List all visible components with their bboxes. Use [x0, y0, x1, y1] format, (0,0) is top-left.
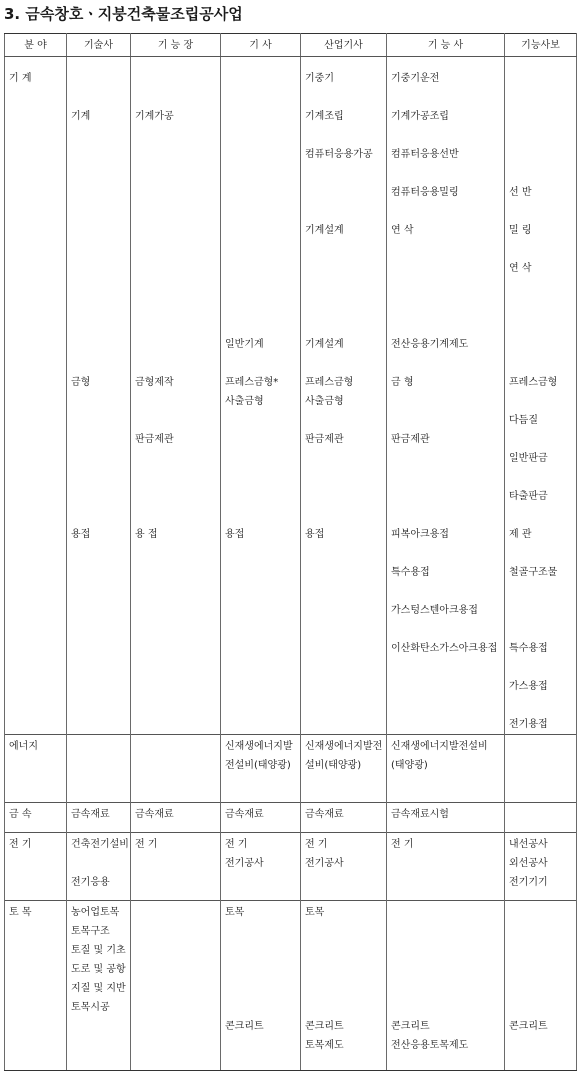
license-item: 밀 링: [509, 225, 532, 236]
license-item: 콘크리트: [305, 1021, 344, 1032]
license-item: [305, 278, 386, 297]
license-item: [71, 854, 130, 873]
license-item: 특수용접: [509, 643, 548, 654]
license-item: [135, 392, 220, 411]
license-item: [135, 126, 220, 145]
license-item: [509, 430, 576, 449]
license-item: [225, 487, 300, 506]
license-item: 피복아크용접: [391, 529, 449, 540]
license-item: [509, 202, 576, 221]
license-item: [509, 620, 576, 639]
license-item: 금속재료시험: [391, 809, 449, 820]
col-engineer-cell: [67, 735, 131, 803]
col-assistant-cell: [505, 901, 577, 1071]
license-item: [225, 164, 300, 183]
license-item: [391, 354, 504, 373]
license-item: 내선공사: [509, 839, 548, 850]
license-item: [391, 544, 504, 563]
license-item: [135, 88, 220, 107]
license-item: 농어업토목: [71, 907, 120, 918]
license-item: [509, 278, 576, 297]
license-item: 전 기: [135, 839, 158, 850]
license-item: [509, 316, 576, 335]
license-item: [391, 297, 504, 316]
license-item: [391, 202, 504, 221]
license-item: [305, 449, 386, 468]
col-engineer-cell: [67, 57, 131, 735]
license-item: [71, 316, 130, 335]
license-item: 토목: [305, 907, 325, 918]
license-item: [225, 922, 300, 941]
license-item: [71, 126, 130, 145]
table-body: [5, 57, 577, 1071]
license-item: [305, 354, 386, 373]
license-item: [509, 240, 576, 259]
license-item: [391, 240, 504, 259]
license-item: 판금제관: [391, 434, 430, 445]
license-item: [509, 658, 576, 677]
col-technician-cell: [221, 833, 301, 901]
license-item: [391, 449, 504, 468]
license-item: [509, 335, 576, 354]
license-item: [71, 221, 130, 240]
license-item: 컴퓨터응용밀링: [391, 187, 459, 198]
license-item: 토목시공: [71, 1002, 110, 1013]
license-item: [391, 487, 504, 506]
license-item: [71, 88, 130, 107]
license-item: [225, 69, 300, 88]
license-item: [71, 354, 130, 373]
license-item: (태양광): [391, 760, 428, 771]
license-item: [71, 487, 130, 506]
license-item: [71, 202, 130, 221]
license-item: [71, 240, 130, 259]
license-item: [225, 145, 300, 164]
col-industrial-engineer-cell: [301, 735, 387, 803]
license-item: 일반판금: [509, 453, 548, 464]
license-item: 신재생에너지발전설비: [391, 741, 488, 752]
field-cell: 토 목: [5, 901, 67, 1071]
license-item: [225, 316, 300, 335]
field-cell: 전 기: [5, 833, 67, 901]
license-item: [71, 259, 130, 278]
license-item: [509, 998, 576, 1017]
field-cell: 에너지: [5, 735, 67, 803]
license-item: [135, 297, 220, 316]
col-craftsman-cell: [387, 57, 505, 735]
license-item: [225, 240, 300, 259]
table-row: [5, 57, 577, 735]
license-item: [509, 979, 576, 998]
license-item: 용접: [225, 529, 245, 540]
license-item: [225, 506, 300, 525]
license-item: [135, 240, 220, 259]
license-item: [71, 145, 130, 164]
license-item: [135, 316, 220, 335]
license-item: 전 기: [225, 839, 248, 850]
col-craftsman-cell: [387, 901, 505, 1071]
license-item: [509, 601, 576, 620]
license-item: [391, 506, 504, 525]
col-master-cell: [131, 735, 221, 803]
license-item: [391, 620, 504, 639]
license-item: [391, 88, 504, 107]
license-item: [135, 354, 220, 373]
license-item: [391, 316, 504, 335]
license-item: [305, 164, 386, 183]
col-engineer-cell: [67, 803, 131, 833]
license-item: [225, 221, 300, 240]
license-item: 기계설계: [305, 225, 344, 236]
license-item: 용접: [71, 529, 91, 540]
license-item: 프레스금형: [509, 377, 558, 388]
license-item: 전기기기: [509, 877, 548, 888]
license-item: 토질 및 기초: [71, 945, 126, 956]
license-item: [71, 506, 130, 525]
license-item: 금형: [71, 377, 91, 388]
license-item: [225, 979, 300, 998]
license-item: [509, 941, 576, 960]
license-item: [225, 468, 300, 487]
license-item: [135, 221, 220, 240]
license-item: 이산화탄소가스아크용접: [391, 643, 498, 654]
license-item: 금형제작: [135, 377, 174, 388]
license-item: 기계설계: [305, 339, 344, 350]
license-item: 금속재료: [135, 809, 174, 820]
license-item: [71, 430, 130, 449]
col-assistant-cell: [505, 803, 577, 833]
license-item: 가스텅스텐아크용접: [391, 605, 478, 616]
license-item: [305, 487, 386, 506]
column-header: 기 능 사: [387, 34, 505, 57]
table-row: [5, 833, 577, 901]
col-industrial-engineer-cell: [301, 803, 387, 833]
license-item: [71, 183, 130, 202]
license-item: 용접: [305, 529, 325, 540]
license-item: [225, 88, 300, 107]
license-item: [391, 411, 504, 430]
license-item: 전산응용기계제도: [391, 339, 469, 350]
column-header: 산업기사: [301, 34, 387, 57]
license-item: [509, 145, 576, 164]
license-item: [305, 411, 386, 430]
license-item: [135, 468, 220, 487]
license-item: 금 형: [391, 377, 414, 388]
col-master-cell: [131, 803, 221, 833]
col-craftsman-cell: [387, 735, 505, 803]
license-item: 건축전기설비: [71, 839, 129, 850]
license-item: [225, 107, 300, 126]
license-item: [391, 259, 504, 278]
license-item: [71, 297, 130, 316]
field-cell: 기 계: [5, 57, 67, 735]
license-item: 전기공사: [225, 858, 264, 869]
license-item: 설비(태양광): [305, 760, 362, 771]
license-item: [509, 582, 576, 601]
license-item: [509, 126, 576, 145]
license-item: [71, 449, 130, 468]
license-item: 기계가공조립: [391, 111, 449, 122]
license-item: [135, 259, 220, 278]
license-item: 외선공사: [509, 858, 548, 869]
license-item: [225, 430, 300, 449]
license-item: 기계가공: [135, 111, 174, 122]
license-item: [391, 960, 504, 979]
license-item: 전기공사: [305, 858, 344, 869]
license-item: 기중기운전: [391, 73, 440, 84]
table-row: [5, 901, 577, 1071]
col-master-cell: [131, 901, 221, 1071]
column-header: 기술사: [67, 34, 131, 57]
license-item: [225, 941, 300, 960]
license-item: [509, 392, 576, 411]
col-industrial-engineer-cell: [301, 57, 387, 735]
license-item: [391, 468, 504, 487]
license-item: 제 관: [509, 529, 532, 540]
license-item: 도로 및 공항: [71, 964, 126, 975]
license-item: 전기용접: [509, 719, 548, 730]
license-item: 특수용접: [391, 567, 430, 578]
license-item: [135, 202, 220, 221]
license-item: [305, 468, 386, 487]
license-item: 선 반: [509, 187, 532, 198]
col-assistant-cell: [505, 833, 577, 901]
column-header: 기 능 장: [131, 34, 221, 57]
license-item: 사출금형: [305, 396, 344, 407]
col-technician-cell: [221, 901, 301, 1071]
license-item: [391, 126, 504, 145]
license-item: [509, 354, 576, 373]
license-item: [135, 335, 220, 354]
license-item: [305, 506, 386, 525]
license-item: [305, 202, 386, 221]
table-row: [5, 803, 577, 833]
license-item: 전 기: [305, 839, 328, 850]
license-item: 기계조립: [305, 111, 344, 122]
license-item: 전 기: [391, 839, 414, 850]
license-item: 컴퓨터응용선반: [391, 149, 459, 160]
license-item: 판금제관: [135, 434, 174, 445]
license-item: [509, 903, 576, 922]
license-item: [225, 960, 300, 979]
license-item: 전기응용: [71, 877, 110, 888]
license-item: [509, 107, 576, 126]
license-item: [391, 164, 504, 183]
license-item: [305, 240, 386, 259]
license-item: [135, 506, 220, 525]
license-item: [391, 998, 504, 1017]
license-item: 금속재료: [71, 809, 110, 820]
license-item: [135, 183, 220, 202]
header-row: [5, 34, 577, 57]
license-item: 철골구조물: [509, 567, 558, 578]
license-item: [135, 164, 220, 183]
license-item: 가스용접: [509, 681, 548, 692]
license-item: [135, 69, 220, 88]
license-item: [225, 297, 300, 316]
license-item: [71, 411, 130, 430]
license-item: [305, 922, 386, 941]
col-craftsman-cell: [387, 803, 505, 833]
license-item: [391, 941, 504, 960]
license-item: 금속재료: [305, 809, 344, 820]
license-item: [225, 202, 300, 221]
license-item: 연 삭: [509, 263, 532, 274]
license-item: [305, 941, 386, 960]
license-item: [305, 998, 386, 1017]
license-item: [509, 960, 576, 979]
column-header: 분 야: [5, 34, 67, 57]
license-item: [509, 297, 576, 316]
license-item: 일반기계: [225, 339, 264, 350]
column-header: 기능사보: [505, 34, 577, 57]
license-item: [391, 903, 504, 922]
license-item: [135, 449, 220, 468]
license-item: [305, 316, 386, 335]
license-item: [509, 164, 576, 183]
col-technician-cell: [221, 803, 301, 833]
license-item: [71, 392, 130, 411]
license-item: 컴퓨터응용가공: [305, 149, 373, 160]
license-item: 금속재료: [225, 809, 264, 820]
col-craftsman-cell: [387, 833, 505, 901]
license-item: [135, 145, 220, 164]
license-item: 판금제관: [305, 434, 344, 445]
license-item: 신재생에너지발: [225, 741, 293, 752]
col-industrial-engineer-cell: [301, 833, 387, 901]
license-item: 토목구조: [71, 926, 110, 937]
license-item: [225, 278, 300, 297]
license-item: [305, 960, 386, 979]
license-item: [225, 126, 300, 145]
license-item: [391, 582, 504, 601]
license-item: 기계: [71, 111, 91, 122]
license-item: [135, 411, 220, 430]
column-header: 기 사: [221, 34, 301, 57]
license-item: 프레스금형: [305, 377, 354, 388]
license-item: 타출판금: [509, 491, 548, 502]
license-item: 기중기: [305, 73, 334, 84]
license-item: 용 접: [135, 529, 158, 540]
license-item: [391, 979, 504, 998]
license-table: [4, 33, 577, 1071]
license-item: 사출금형: [225, 396, 264, 407]
license-item: [71, 164, 130, 183]
table-row: [5, 735, 577, 803]
col-technician-cell: [221, 735, 301, 803]
license-item: [225, 998, 300, 1017]
license-item: 전설비(태양광): [225, 760, 291, 771]
field-cell: 금 속: [5, 803, 67, 833]
license-item: 콘크리트: [509, 1021, 548, 1032]
col-assistant-cell: [505, 735, 577, 803]
license-item: [391, 392, 504, 411]
license-item: [305, 183, 386, 202]
col-master-cell: [131, 833, 221, 901]
license-item: 토목: [225, 907, 245, 918]
license-item: [135, 487, 220, 506]
license-item: [305, 979, 386, 998]
page-title: 3. 금속창호ㆍ지붕건축물조립공사업: [4, 5, 243, 23]
license-item: 콘크리트: [225, 1021, 264, 1032]
license-item: [305, 259, 386, 278]
license-item: [71, 468, 130, 487]
license-item: 다듬질: [509, 415, 538, 426]
col-engineer-cell: [67, 833, 131, 901]
license-item: 지질 및 지반: [71, 983, 126, 994]
license-item: [71, 335, 130, 354]
license-item: [71, 278, 130, 297]
license-item: 프레스금형*: [225, 377, 279, 388]
license-item: [509, 506, 576, 525]
license-item: [509, 544, 576, 563]
col-master-cell: [131, 57, 221, 735]
license-item: [225, 183, 300, 202]
col-assistant-cell: [505, 57, 577, 735]
license-item: [509, 922, 576, 941]
license-item: [225, 354, 300, 373]
license-item: [71, 69, 130, 88]
license-item: 연 삭: [391, 225, 414, 236]
license-item: [135, 278, 220, 297]
license-item: [509, 88, 576, 107]
license-item: [305, 126, 386, 145]
license-item: [305, 297, 386, 316]
license-item: 토목제도: [305, 1040, 344, 1051]
license-item: [509, 69, 576, 88]
col-engineer-cell: [67, 901, 131, 1071]
license-item: 전산응용토목제도: [391, 1040, 469, 1051]
license-item: [391, 278, 504, 297]
col-technician-cell: [221, 57, 301, 735]
license-item: 신재생에너지발전: [305, 741, 383, 752]
license-item: [509, 468, 576, 487]
license-item: [225, 259, 300, 278]
col-industrial-engineer-cell: [301, 901, 387, 1071]
license-item: [391, 922, 504, 941]
license-item: [225, 411, 300, 430]
license-item: [305, 88, 386, 107]
license-item: [509, 696, 576, 715]
license-item: 콘크리트: [391, 1021, 430, 1032]
license-item: [225, 449, 300, 468]
